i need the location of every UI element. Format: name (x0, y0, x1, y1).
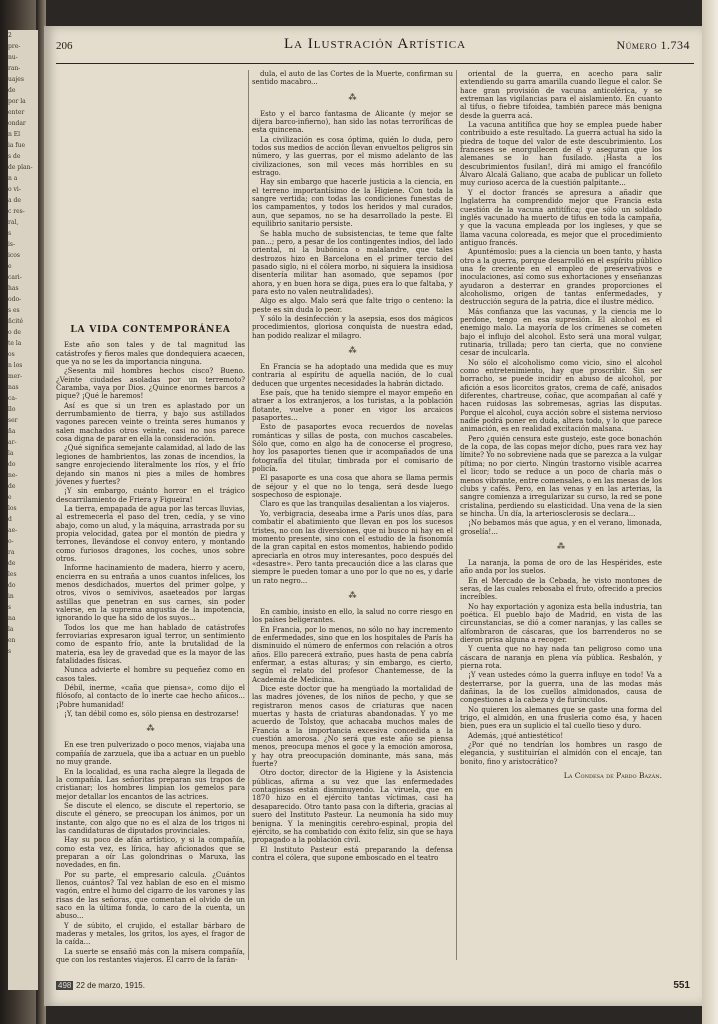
margin-fragment: llo (8, 406, 16, 413)
paragraph: ¡No bebamos más que agua, y en el verano, limonada, groselía!... (460, 519, 662, 536)
section-separator: ⁂ (348, 590, 357, 600)
paragraph: En el Mercado de la Cebada, he visto montones de seras, de las cuales rebosaba el fruto, ofrecido a precios increíbles. (460, 576, 662, 602)
margin-fragment: n El (8, 131, 21, 138)
margin-fragment: d (8, 516, 12, 523)
margin-fragment: ran- (8, 65, 21, 72)
paragraph: Además, ¡qué antiestético! (468, 731, 564, 740)
margin-fragment: s de (8, 153, 21, 160)
paragraph: ¡Y, tan débil como es, sólo piensa en destrozarse! (64, 710, 239, 719)
margin-fragment: a de (8, 197, 21, 204)
paragraph: ¡Y vean ustedes cómo la guerra influye en todo! Va a desterrarse, por la guerra, una de las modas más dañinas, la de los cuellos almidonados, causa de congestiones a la cabeza y de furúnculos. (460, 671, 662, 705)
left-column (56, 70, 245, 965)
footer-folio: 498 (58, 981, 72, 990)
paragraph: En la localidad, es una racha alegre la llegada de la compañía. Las señoritas preparan sus trapos de cristianar; los hombres limpian los gemelos para mejor detallar los encantos de las actrices. (56, 767, 245, 801)
margin-fragment: os (8, 351, 15, 358)
magazine-title: La Ilustración Artística (283, 36, 467, 52)
margin-fragment: ondar (8, 120, 26, 127)
paragraph: Esto de pasaportes evoca recuerdos de novelas románticas y sillas de posta, con muchos cascabeles. Sólo que, como en algo ha de conocerse el progreso, hoy los pasaportes tienen que ir acompañados de una fotografía del titular, timbrada por el comisario de policía. (252, 423, 453, 474)
margin-fragment: uajes (8, 76, 24, 83)
margin-fragment: has (8, 285, 19, 292)
paragraph: Esto y el barco fantasma de Alicante (y mejor se dijera barco-infierno), han sido las notas terroríficas de esta quincena. (252, 109, 453, 135)
margin-fragment: s (8, 604, 12, 611)
paragraph: Y de súbito, el crujido, el estallar bárbaro de maderas y metales, los gritos, los ayes, el fragor de la caída... (56, 921, 245, 947)
margin-fragment: do (8, 461, 16, 468)
paragraph: ¿Por qué no tendrían los hombres un rasgo de elegancia, y sustituirían el almidón con el encaje, tan bonito, fino y aristocrático? (460, 741, 662, 766)
margin-fragment: por la (8, 98, 26, 105)
paragraph: Y sólo la desinfección y la asepsia, esos dos mágicos procedimientos, gloriosa conquista de nuestra edad, han podido realizar el milagro. (252, 314, 453, 340)
paragraph: Hay sin embargo que hacerle justicia a la ciencia, en el terreno importantísimo de la Higiene. Con toda la sangre vertida; con todas las condiciones funestas de los campamentos, y todos los heridos y mal curados, aun, que sepamos, no se ha desarrollado la peste. El equilibrio sanitario persiste. (252, 178, 453, 229)
margin-fragment: les (8, 571, 17, 578)
paragraph: dula, el auto de las Cortes de la Muerte, confirman su sentido macabro... (252, 70, 453, 87)
paragraph: ¿Sesenta mil hombres hechos cisco? Bueno. ¿Veinte ciudades asoladas por un terremoto? Caramba, vaya por Dios. ¿Quince enormes barcos a pique? ¡Qué le haremos! (56, 367, 245, 401)
margin-fragment: ña (8, 428, 16, 435)
page-header (56, 34, 694, 58)
margin-fragment: e (8, 494, 12, 501)
header-rule (56, 63, 694, 64)
margin-fragment: ca- (8, 395, 17, 402)
margin-fragment: ra (8, 549, 15, 556)
paragraph: Informe hacinamiento de madera, hierro y acero, encierra en su entraña a unos cuantos infelices, los menos desdichados, muertos del primer golpe, y otros, vivos o semivivos, asaeteados por largas astillas que penetran en sus carnes, sin poder valerse, en la suprema angustia de la impotencia, ignorando lo que ha sido de los suyos... (56, 564, 245, 623)
margin-fragment: ñcité (8, 318, 24, 325)
margin-fragment: ia fue (8, 142, 26, 149)
paragraph: La civilización es cosa óptima, quién lo duda, pero todos sus medios de acción llevan envueltos peligros sin número, y las guerras, por el mismo adelanto de las civilizaciones, son mil veces más horribles en su estrago. (252, 135, 453, 178)
margin-fragment: ae- (8, 527, 18, 534)
paragraph: En Francia se ha adoptado una medida que es muy contraria al espíritu de aquella nación, de lo cual deducen que urgentes necesidades la habrán dictado. (252, 362, 453, 388)
paragraph: Este año son tales y de tal magnitud las catástrofes y fieros males que dondequiera acaecen, que ya no se les da importancia ninguna. (56, 341, 245, 367)
author-signature: La Condesa de Pardo Bazán. (563, 771, 662, 781)
paragraph: Nunca advierte el hombre su pequeñez como en casos tales. (56, 666, 245, 683)
paragraph: Más confianza que las vacunas, y la ciencia me lo perdone, tengo en esa supresión. El alcohol es el enemigo malo. La mayoría de los crímenes se cometen bajo el influjo del alcohol. Esto será una moral vulgar, rutinaria, trillada; pero tan cierta, que no conviene cesar de inculcarla. (460, 307, 662, 358)
paragraph: Hay su poco de afán artístico, y si la compañía, como esta vez, es lírica, hay aficionados que se preparan a oír Las golondrinas o Maruxa, las novedades, en fin. (56, 836, 245, 870)
margin-fragment: mer- (8, 373, 23, 380)
column-rule (248, 70, 249, 960)
margin-fragment: na (8, 615, 16, 622)
paragraph: La tierra, empapada de agua por las tercas lluvias, al estremecerla el paso del tren, cedía, y se vino abajo, como un alud, y la máquina, arrastrada por su propia velocidad, gatea por el montón de piedra y terrones, llevándose el convoy entero, y montando como furiosos dragones, los coches, unos sobre otros. (56, 504, 245, 563)
margin-fragment: s (8, 230, 12, 237)
section-separator: ⁂ (146, 724, 155, 734)
margin-fragment: o de (8, 329, 21, 336)
margin-fragment: odo- (8, 296, 22, 303)
paragraph: ¿Qué significa semejante calamidad, al lado de las legiones de hambrientos, las zonas de incendios, la sangre enrojeciendo literalmente los ríos, y el frío dejando sin manos ni pies a miles de hombres jóvenes y fuertes? (56, 444, 245, 486)
paragraph: ¡Y sin embargo, cuánto horror en el trágico descarrilamiento de Friera y Figueira! (56, 487, 245, 504)
paragraph: En cambio, insisto en ello, la salud no corre riesgo en los países beligerantes. (252, 607, 453, 625)
header-page-number: 206 (56, 40, 73, 52)
paragraph: Pero ¿quién censura este gustejo, este goce bonachón de la copa, de las copas mejor dicho, pues rara vez hay límite? Yo no sobreviene nada que se parezca a la vulgar pítima; no por cierto. Ningún trastorno visible acarrea el licor; todo se reduce a un poco de charla más o menos vibrante, entre comensales, o en las mesas de los clubs y cafés. Pero, en las venas y en las arterias, la sangre comienza a irregularizar su curso, la red se pone cristalina, perdiendo su elasticidad. Una vena de la sien se hincha. Un día, la arteriosclerosis se declara... (460, 434, 662, 518)
margin-fragment: e (8, 263, 12, 270)
section-separator: ⁂ (348, 92, 357, 102)
margin-fragment: in (8, 593, 14, 600)
margin-fragment: ne- (8, 472, 18, 479)
previous-page-margin (8, 30, 38, 990)
page-edge (702, 0, 718, 1024)
margin-fragment: o- (8, 538, 14, 545)
margin-fragment: en (8, 637, 16, 644)
margin-fragment: 2 (8, 32, 12, 39)
margin-fragment: de plan- (8, 164, 33, 171)
footer-page-number: 551 (673, 980, 690, 991)
footer-date: 22 de marzo, 1915. (76, 981, 145, 990)
margin-fragment: ar- (8, 439, 17, 446)
middle-column (252, 70, 453, 960)
page-footer (56, 981, 694, 995)
margin-fragment: pre- (8, 43, 21, 50)
paragraph: La vacuna antitífica que hoy se emplea puede haber contribuido a este resultado. La guerra actual ha sido la piedra de toque del valor de este descubrimiento. Los franceses se enorgullecen de él y aseguran que los alemanes se lo han fusilado. ¡Hasta a los descubrimientos fusilan!, dirá mi amigo el francófilo Álvaro Alcalá Galiano, que acaba de publicar un folleto muy curioso acerca de la cuestión palpitante... (460, 121, 662, 188)
paragraph: El Instituto Pasteur está preparando la defensa contra el cólera, que supone emboscado en el teatro (252, 845, 453, 862)
section-title: LA VIDA CONTEMPORÁNEA (70, 325, 231, 335)
paragraph: Claro es que las tranquilas desalientan a los viajeros. (260, 500, 450, 509)
paragraph: Yo, verbigracia, deseaba irme a París unos días, para combatir el abatimiento que llevan en pos los sucesos tristes, no con las diversiones, que ni busco ni hay en el momento presente, sino con el estudio de la fisonomía de la gran capital en estos momentos, habiendo podido apreciarla en otros muy interesantes, poco después del «desastre». Pero tanta precaución dice a las claras que siempre le pueden tomar a uno por lo que no es, y darle un rato negro... (252, 509, 453, 585)
paragraph: En ese tren pulverizado o poco menos, viajaba una compañía de zarzuela, que iba a actuar en un pueblo no muy grande. (56, 741, 245, 767)
margin-fragment: la (8, 626, 14, 633)
paragraph: Y el doctor francés se apresura a añadir que Inglaterra ha comprendido mejor que Francia esta cuestión de la vacuna antitífica; que sólo un soldado inglés vacunado ha muerto de tifus en toda la campaña, y que la vacuna empleada por los ingleses, y que se llama vacuna coloreada, es mejor que el procedimiento antiguo francés. (460, 188, 662, 247)
margin-fragment: la (8, 450, 14, 457)
margin-fragment: do (8, 582, 16, 589)
paragraph: Así es que si un tren es aplastado por un derrumbamiento de tierra, y bajo sus astillados vagones parecen veinte o treinta seres humanos y salen machados otros veinte, casi no nos parece cosa digna de parar en ella la consideración. (56, 401, 245, 444)
issue-number: Número 1.734 (616, 38, 690, 52)
paragraph: La naranja, la poma de oro de las Hespérides, este año anda por los suelos. (460, 558, 662, 576)
section-separator: ⁂ (557, 541, 565, 551)
paragraph: Apuntémoslo: pues a la ciencia un boen tanto, y hasta otro a la guerra, porque desarrolló en el espíritu público una fe creciente en el empleo de preservativos e inoculaciones, así como sus exhortaciones y enseñanzas ayudaron a desterrar en grandes proporciones el alcoholismo, origen de tantas enfermedades, y destrucción segura de la patria, dice el ilustre médico. (460, 248, 662, 307)
paragraph: En Francia, por lo menos, no sólo no hay incremento de enfermedades, sino que en los hospitales de París ha disminuido el número de enfermos con relación a otros años. Ello parecerá extraño, pues hasta de pena cabría enfermar, a estas alturas; y sin embargo, es cierto, según el relato del profesor Chantemesse, de la Academia de Medicina. (252, 625, 453, 684)
margin-fragment: de (8, 87, 16, 94)
paragraph: La suerte se ensañó más con la mísera compañía, que con los restantes viajeros. El carro de la farán- (56, 947, 245, 965)
paragraph: No quieren los alemanes que se gaste una forma del trigo, el almidón, en una frusleria como ésa, y hacen bien, pues era un suplicio el tal cuello tieso y duro. (460, 705, 662, 731)
paragraph: Todos los que me han hablado de catástrofes ferroviarias expresaron igual terror, un sentimiento como de espanto frío, ante la brutalidad de la materia, esa ley de gravedad que es la mayor de las fatalidades físicas. (56, 623, 245, 666)
paragraph: Débil, inerme, «caña que piensa», como dijo el filósofo, al contacto de lo inerte cae hecho añicos... ¡Pobre humanidad! (56, 684, 245, 709)
margin-fragment: de (8, 560, 16, 567)
margin-fragment: n los (8, 362, 23, 369)
margin-fragment: o vi- (8, 186, 21, 193)
margin-fragment: c res- (8, 208, 25, 215)
margin-fragment: s es (8, 307, 20, 314)
margin-fragment: de (8, 483, 16, 490)
margin-fragment: enter (8, 109, 25, 116)
margin-fragment: nu- (8, 54, 18, 61)
paragraph: Y cuenta que no hay nada tan peligroso como una cáscara de naranja en plena vía pública. Resbalón, y pierna rota. (460, 645, 662, 671)
paragraph: Se discute el elenco, se discute el repertorio, se discute el género, se preocupan los ánimos, por un instante, con algo que no es el alza de los trigos ni las candidaturas de diputados provinciales. (56, 801, 245, 835)
right-column (460, 70, 662, 960)
section-separator: ⁂ (348, 345, 357, 355)
margin-fragment: s (8, 648, 12, 655)
margin-fragment: ral, (8, 219, 19, 226)
margin-fragment: n a (8, 175, 18, 182)
paragraph: Ese país, que ha tenido siempre el mayor empeño en atraer a los extranjeros, a los turistas, a la población flotante, vuelve a poner en vigor los arcaicos pasaportes... (252, 389, 453, 423)
magazine-page (44, 26, 702, 1006)
paragraph: Por su parte, el empresario calcula. ¿Cuántos llenos, cuántos? Tal vez hablan de eso en el mismo vagón, entre el humo del cigarro de los varones y las risas de las señoras, que comentan el olvido de un saco en la última fonda, lo caro de la cuenta, un abuso... (56, 870, 245, 921)
paragraph: No sólo el alcoholismo como vicio, sino el alcohol como entretenimiento, hay que proscribir. Sin ser borracho, se puede incidir en abuso de alcohol, por afición a esos licorcitos gratos, crema de café, anisados diferentes, chartreuse, coñac, que acompañan al café y hacen ruidosas las sobremesas, agrias las disputas. Porque el alcohol, cuya acción sobre el sistema nervioso nadie podrá poner en duda, altera todo, y lo que parece animación, es en realidad excitación malsana. (460, 358, 662, 434)
column-rule (456, 70, 457, 960)
margin-fragment: te la (8, 340, 22, 347)
margin-fragment: ser (8, 417, 18, 424)
paragraph: Otro doctor, director de la Higiene y la Asistencia públicas, afirma a su vez que las enfermedades contagiosas están disminuyendo. La viruela, que en 1870 hizo en el ejército tantas víctimas, casi ha desaparecido. Otro tanto pasa con la difteria, gracias al suero del Instituto Pasteur. La neumonía ha sido muy benigna. Y la meningitis cerebro-espinal, propia del ejército, se ha combatido con éxito feliz, sin que se haya propagado a la población civil. (252, 769, 453, 845)
margin-fragment: icos (8, 252, 20, 259)
paragraph: El pasaporte es una cosa que ahora se llama permis de séjour y el que no lo tenga, será desde luego sospechoso de espionaje. (252, 474, 453, 500)
margin-fragment: cari- (8, 274, 22, 281)
blank-space (56, 70, 245, 322)
paragraph: Dice este doctor que ha mengüado la mortalidad de las madres jóvenes, de los niños de pecho, y que se registraron menos casos de criaturas que nacen muertas y hasta de criaturas abandonadas. Y yo me acuerdo de Tolstoy, que achacaba muchos males de Francia a la importancia excesiva concedida a la cuestión amorosa. ¿No será que este año se piensa menos, preocupa menos el goce y la emoción amorosa, y hay otra preocupación dominante, más sana, más fuerte? (252, 685, 453, 769)
paragraph: Se habla mucho de subsistencias, te teme que falte pan...; pero, a pesar de los contingentes indios, del lado oriental, ni la bubónica o malalandre, que tales destrozos hizo en Barcelona en el primer tercio del pasado siglo, ni el cólera morbo, ni siquiera la insidiosa disentería militar han asomado, que sepamos (por ahora, y en buen hora se diga, pues era lo que faltaba, y para esto no valen neutralidades). (252, 229, 453, 296)
paragraph: No hay exportación y agoniza esta bella industria, tan poética. El pueblo bajo de Madrid, en vista de las circunstancias, se dió a comer naranjas, y las calles se alfombraron de cáscaras, que los barrenderos no se dieron prisa alguna a recoger. (460, 602, 662, 644)
margin-fragment: los (8, 505, 17, 512)
paragraph: oriental de la guerra, en acecho para salir extendiendo su garra amarilla cuando llegue el calor. Se hace gran provisión de vacuna anticolérica, y se extreman las vigilancias para el aislamiento. En cuanto al tifus, o fiebre tifoidea, también parece más benigna desde la guerra acá. (460, 70, 662, 120)
margin-fragment: is- (8, 241, 16, 248)
paragraph: Algo es algo. Malo será que falte trigo o centeno: la peste es sin duda lo peor. (252, 297, 453, 314)
margin-fragment: nas (8, 384, 19, 391)
